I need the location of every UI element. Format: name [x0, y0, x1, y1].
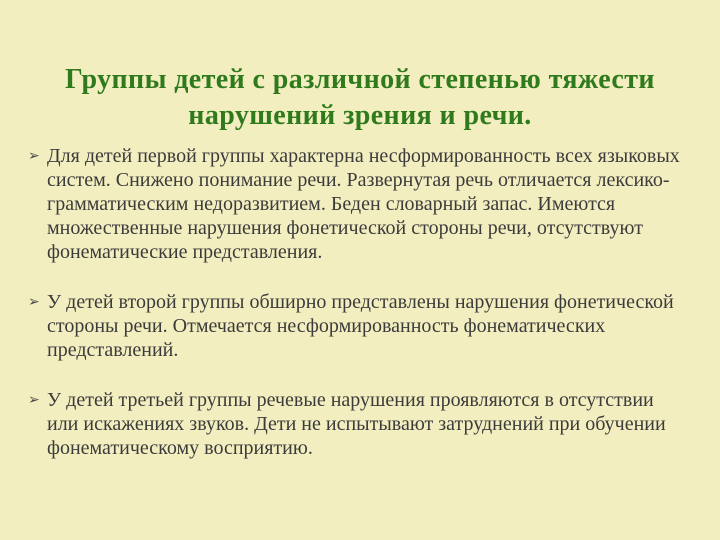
bullet-text-3: У детей третьей группы речевые нарушения проявляются в отсутствии или искажениях звуков. Дети не испытывают затруднений при обучении фонематическому восприятию.: [47, 389, 666, 459]
slide-title: [20, 62, 700, 134]
arrowhead-bullet-icon: ➢: [28, 392, 40, 408]
arrowhead-bullet-icon: ➢: [28, 294, 40, 310]
bullet-item-3: [28, 388, 688, 460]
slide-title-line-1: Группы детей с различной степенью тяжести: [65, 64, 655, 95]
bullet-text-2: У детей второй группы обширно представлены нарушения фонетической стороны речи. Отмечается несформированность фонематических представлений.: [47, 291, 674, 361]
bullet-item-1: [28, 144, 688, 264]
slide-title-line-2: нарушений зрения и речи.: [188, 100, 532, 131]
bullet-list: [28, 144, 688, 460]
bullet-text-1: Для детей первой группы характерна несформированность всех языковых систем. Снижено понимание речи. Развернутая речь отличается лексико-грамматическим недоразвитием. Беден словарный запас. Имеются множественные нарушения фонетической стороны речи, отсутствуют фонематические представления.: [47, 145, 680, 263]
arrowhead-bullet-icon: ➢: [28, 148, 40, 164]
bullet-item-2: [28, 290, 688, 362]
